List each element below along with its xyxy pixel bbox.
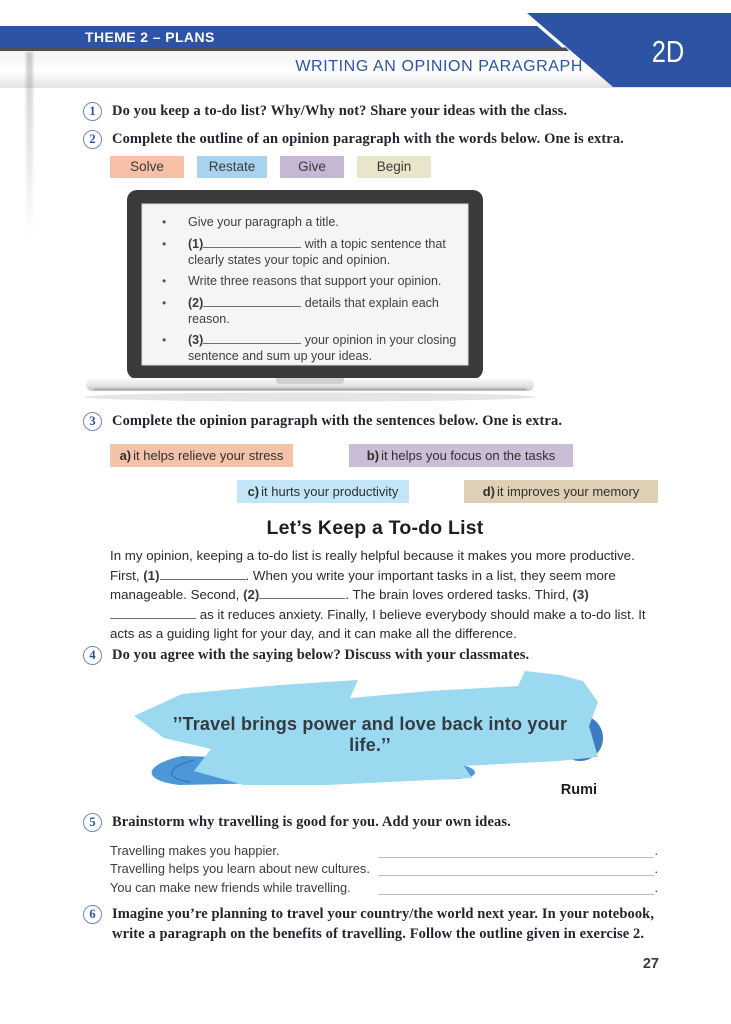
write-in-line [378, 844, 654, 858]
brainstorm-row [110, 858, 658, 877]
quote-text: ’’Travel brings power and love back into your life.’’ [172, 714, 568, 755]
page-spine-shadow [26, 52, 33, 237]
fill-in-blank [110, 607, 196, 619]
outline-item-text: with a topic sentence that clearly states your topic and opinion. [188, 236, 446, 267]
option-a [110, 444, 293, 467]
outline-item-text: Write three reasons that support your opinion. [188, 274, 442, 288]
exercise-2 [83, 129, 665, 149]
header-banner-graphic [0, 0, 731, 100]
unit-badge: 2D [651, 34, 685, 69]
outline-blank-number: (3) [188, 333, 204, 347]
paragraph-segment: . When you write your important tasks in a list, they seem more manageable. Second, [110, 567, 616, 602]
exercise-5-number: 5 [83, 813, 102, 832]
word-bank-item-begin: Begin [357, 156, 431, 178]
page-header [0, 0, 731, 100]
fill-in-blank [160, 568, 246, 580]
exercise-6 [83, 904, 665, 944]
option-c-text: it hurts your productivity [261, 484, 399, 499]
fill-in-blank [203, 295, 301, 307]
theme-title: THEME 2 – PLANS [85, 29, 215, 45]
paragraph-segment: . The brain loves ordered tasks. Third, [345, 587, 573, 602]
paragraph-blank-number: (1) [143, 567, 160, 583]
paragraph-segment: In my opinion, keeping a to-do list is really helpful because it makes you more productive. First, [110, 548, 635, 583]
exercise-6-instruction: Imagine you’re planning to travel your country/the world next year. In your notebook, write a paragraph on the benefits of travelling. Follow the outline given in exercise 2. [112, 906, 655, 942]
word-bank-item-solve: Solve [110, 156, 184, 178]
option-a-text: it helps relieve your stress [133, 448, 284, 463]
write-in-line [378, 881, 654, 895]
opinion-paragraph-outline [152, 206, 464, 364]
write-in-line [378, 862, 654, 876]
outline-item [162, 295, 464, 327]
outline-item [162, 236, 464, 268]
option-c-key: c) [247, 484, 260, 499]
exercise-6-number: 6 [83, 905, 102, 924]
outline-blank-number: (2) [188, 295, 204, 310]
page-number: 27 [642, 956, 659, 972]
option-c [237, 480, 409, 503]
outline-blank-number: (1) [188, 236, 204, 251]
exercise-1 [83, 101, 665, 121]
exercise-2-instruction: Complete the outline of an opinion paragraph with the words below. One is extra. [112, 131, 624, 147]
fill-in-blank [203, 236, 301, 248]
exercise-5-instruction: Brainstorm why travelling is good for you. Add your own ideas. [112, 814, 511, 830]
outline-item [162, 273, 464, 289]
exercise-4-instruction: Do you agree with the saying below? Discuss with your classmates. [112, 647, 530, 663]
line-period: . [654, 879, 658, 895]
word-bank [110, 156, 431, 178]
lesson-subtitle: WRITING AN OPINION PARAGRAPH [295, 58, 583, 75]
quote-author: Rumi [560, 782, 597, 798]
outline-item [162, 214, 464, 230]
option-b [349, 444, 573, 467]
brainstorm-list [110, 839, 658, 895]
outline-item-text: Give your paragraph a title. [188, 215, 339, 229]
fill-in-blank [203, 332, 301, 344]
exercise-4-number: 4 [83, 646, 102, 665]
outline-item-text: details that explain each reason. [188, 295, 439, 326]
option-d-key: d) [482, 484, 495, 499]
brainstorm-row [110, 839, 658, 858]
option-b-text: it helps you focus on the tasks [381, 448, 556, 463]
word-bank-item-give: Give [280, 156, 344, 178]
line-period: . [654, 861, 658, 876]
option-b-key: b) [366, 448, 380, 463]
paragraph-blank-number: (3) [572, 587, 589, 602]
option-a-key: a) [119, 448, 132, 463]
exercise-4 [83, 645, 665, 665]
paragraph-blank-number: (2) [243, 587, 260, 602]
outline-item-text: your opinion in your closing sentence and sum up your ideas. [188, 333, 457, 363]
option-d-text: it improves your memory [496, 484, 640, 499]
exercise-5 [83, 812, 665, 832]
brainstorm-idea: Travelling helps you learn about new cultures. [110, 861, 370, 876]
exercise-2-number: 2 [83, 130, 102, 149]
quote-banner [128, 668, 614, 794]
paragraph-segment: as it reduces anxiety. Finally, I believe everybody should make a to-do list. It acts as a guiding light for your day, and it can make all the difference. [110, 606, 646, 641]
exercise-3 [83, 411, 665, 431]
exercise-1-number: 1 [83, 102, 102, 121]
paragraph-title: Let’s Keep a To-do List [266, 517, 484, 539]
word-bank-item-restate: Restate [197, 156, 267, 178]
line-period: . [654, 842, 658, 858]
brainstorm-idea: Travelling makes you happier. [110, 842, 280, 858]
outline-item [162, 332, 464, 364]
fill-in-blank [259, 587, 345, 599]
model-paragraph [110, 546, 667, 644]
exercise-3-instruction: Complete the opinion paragraph with the sentences below. One is extra. [112, 413, 563, 429]
exercise-1-instruction: Do you keep a to-do list? Why/Why not? Share your ideas with the class. [112, 103, 568, 119]
exercise-3-number: 3 [83, 412, 102, 431]
sentence-options [110, 444, 670, 506]
brainstorm-row [110, 876, 658, 895]
option-d [464, 480, 658, 503]
brainstorm-idea: You can make new friends while travelling. [110, 879, 351, 895]
